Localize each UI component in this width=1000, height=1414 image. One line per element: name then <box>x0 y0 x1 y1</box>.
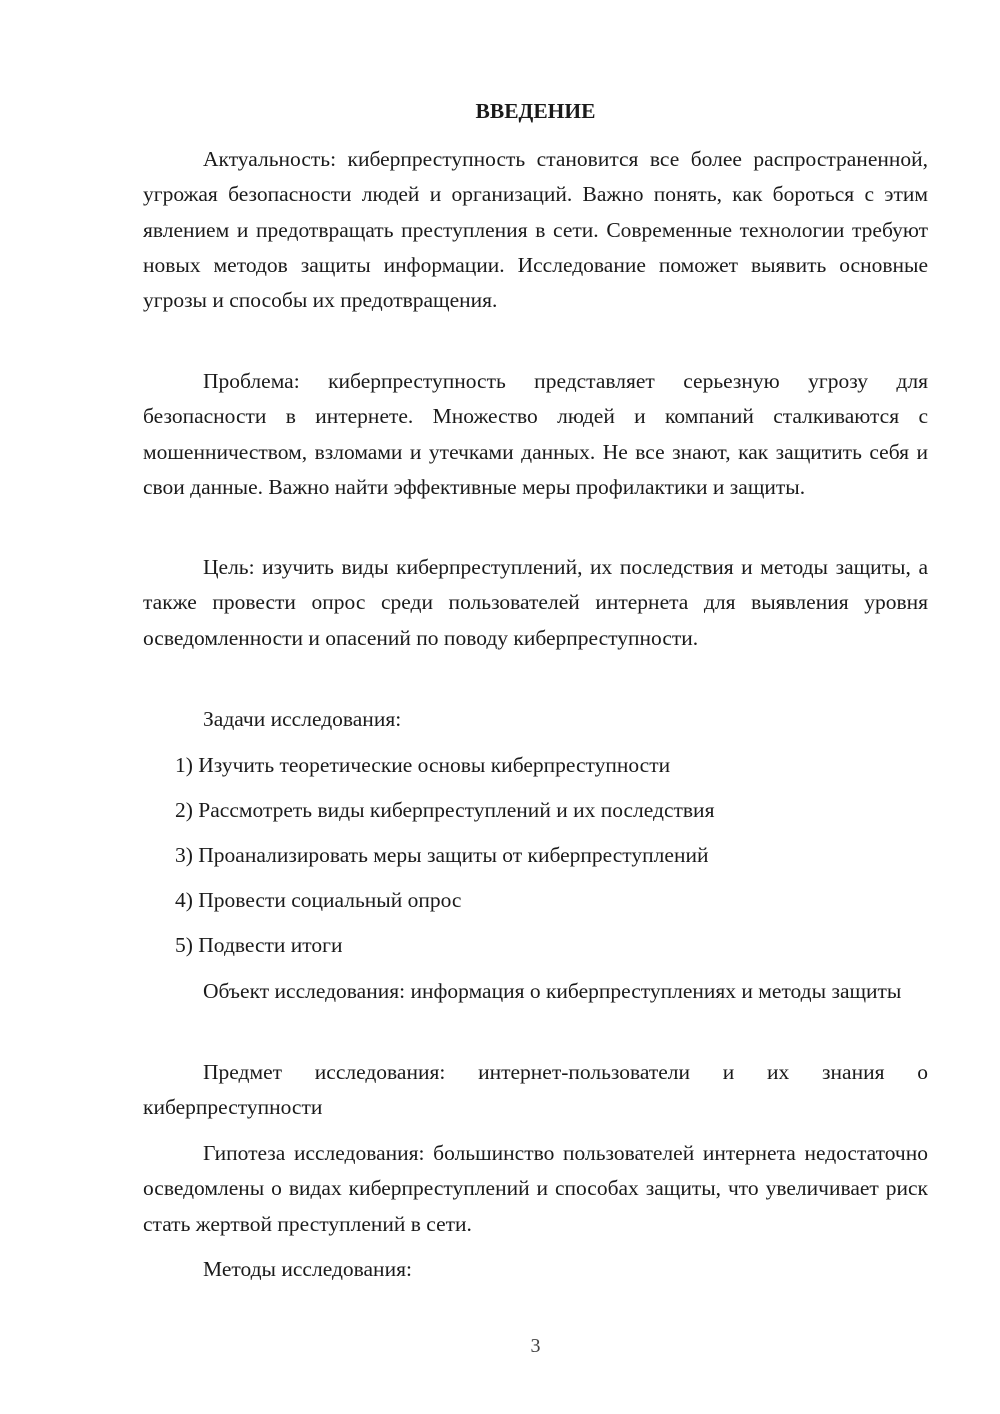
relevance-paragraph: Актуальность: киберпреступность становится все более распространенной, угрожая безопасности людей и организаций. Важно понять, как бороться с этим явлением и предотвращать преступления в сети. Современные технологии требуют новых методов защиты информации. Исследование поможет выявить основные угрозы и способы их предотвращения. <box>143 147 928 313</box>
task-item-2: 2) Рассмотреть виды киберпреступлений и их последствия <box>175 798 715 822</box>
tasks-label: Задачи исследования: <box>203 707 402 731</box>
task-item-4: 4) Провести социальный опрос <box>175 888 462 912</box>
page-heading: ВВЕДЕНИЕ <box>475 99 596 123</box>
page-number: 3 <box>530 1335 541 1357</box>
task-item-5: 5) Подвести итоги <box>175 933 343 957</box>
goal-paragraph: Цель: изучить виды киберпреступлений, их последствия и методы защиты, а также провести опрос среди пользователей интернета для выявления уровня осведомленности и опасений по поводу киберпреступности. <box>143 555 928 650</box>
task-item-1: 1) Изучить теоретические основы киберпреступности <box>175 753 671 777</box>
problem-paragraph: Проблема: киберпреступность представляет серьезную угрозу для безопасности в интернете. Множество людей и компаний сталкиваются с мошенничеством, взломами и утечками данных. Не все знают, как защитить себя и свои данные. Важно найти эффективные меры профилактики и защиты. <box>143 369 928 499</box>
methods-label: Методы исследования: <box>203 1257 412 1281</box>
object-paragraph: Объект исследования: информация о киберпреступлениях и методы защиты <box>203 979 902 1003</box>
document-page <box>143 0 928 1414</box>
subject-paragraph: Предмет исследования: интернет-пользователи и их знания о киберпреступности <box>143 1060 928 1120</box>
task-item-3: 3) Проанализировать меры защиты от киберпреступлений <box>175 843 709 867</box>
hypothesis-paragraph: Гипотеза исследования: большинство пользователей интернета недостаточно осведомлены о видах киберпреступлений и способах защиты, что увеличивает риск стать жертвой преступлений в сети. <box>143 1141 928 1236</box>
